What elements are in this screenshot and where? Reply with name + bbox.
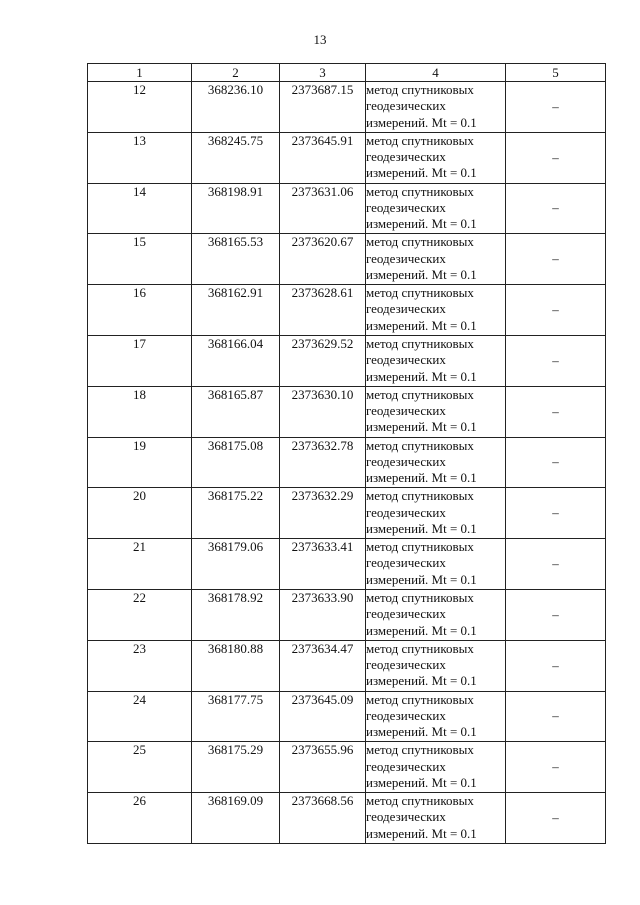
table-row — [88, 640, 606, 691]
y-coordinate-cell: 2373645.09 — [280, 691, 366, 742]
x-coordinate-cell: 368166.04 — [192, 335, 280, 386]
table-row — [88, 437, 606, 488]
method-cell — [366, 386, 506, 437]
method-line-1: метод спутниковых — [366, 82, 474, 97]
method-cell — [366, 793, 506, 844]
x-coordinate-cell: 368178.92 — [192, 589, 280, 640]
method-line-2: геодезических — [366, 707, 446, 723]
note-cell: – — [506, 488, 606, 539]
note-cell: – — [506, 285, 606, 336]
method-line-1: метод спутниковых — [366, 386, 474, 402]
point-number-cell: 15 — [88, 234, 192, 285]
page-number: 13 — [313, 32, 327, 47]
method-line-2: геодезических — [366, 758, 446, 774]
point-number-cell: 20 — [88, 488, 192, 539]
method-line-1: метод спутниковых — [366, 742, 474, 758]
method-line-1: метод спутниковых — [366, 285, 474, 301]
note-cell: – — [506, 691, 606, 742]
table-row — [88, 234, 606, 285]
y-coordinate-cell: 2373687.15 — [280, 82, 366, 133]
method-line-2: геодезических — [366, 504, 446, 520]
method-line-2: геодезических — [366, 199, 446, 215]
x-coordinate-cell: 368175.08 — [192, 437, 280, 488]
note-cell: – — [506, 539, 606, 590]
method-line-2: геодезических — [366, 250, 446, 266]
method-line-1: метод спутниковых — [366, 691, 474, 707]
method-line-2: геодезических — [366, 809, 446, 825]
column-header-4: 4 — [366, 64, 506, 82]
method-line-3: измерений. Mt = 0.1 — [366, 317, 477, 333]
method-cell — [366, 183, 506, 234]
point-number-cell: 16 — [88, 285, 192, 336]
x-coordinate-cell: 368175.29 — [192, 742, 280, 793]
y-coordinate-cell: 2373629.52 — [280, 335, 366, 386]
method-line-3: измерений. Mt = 0.1 — [366, 622, 477, 638]
method-line-3: измерений. Mt = 0.1 — [366, 571, 477, 587]
method-line-1: метод спутниковых — [366, 335, 474, 351]
method-line-1: метод спутниковых — [366, 183, 474, 199]
method-line-1: метод спутниковых — [366, 589, 474, 605]
point-number-cell: 24 — [88, 691, 192, 742]
column-header-1: 1 — [88, 64, 192, 82]
point-number-cell: 26 — [88, 793, 192, 844]
table-row — [88, 183, 606, 234]
x-coordinate-cell: 368180.88 — [192, 640, 280, 691]
table-row — [88, 132, 606, 183]
method-cell — [366, 691, 506, 742]
method-line-2: геодезических — [366, 149, 446, 165]
note-cell: – — [506, 183, 606, 234]
method-line-1: метод спутниковых — [366, 793, 474, 809]
method-line-3: измерений. Mt = 0.1 — [366, 825, 477, 841]
note-cell: – — [506, 589, 606, 640]
note-cell: – — [506, 386, 606, 437]
method-line-1: метод спутниковых — [366, 539, 474, 555]
method-cell — [366, 82, 506, 133]
method-line-1: метод спутниковых — [366, 488, 474, 504]
note-cell: – — [506, 82, 606, 133]
note-cell: – — [506, 132, 606, 183]
y-coordinate-cell: 2373631.06 — [280, 183, 366, 234]
note-cell: – — [506, 640, 606, 691]
point-number-cell: 18 — [88, 386, 192, 437]
method-line-3: измерений. Mt = 0.1 — [366, 724, 477, 740]
method-line-2: геодезических — [366, 403, 446, 419]
y-coordinate-cell: 2373634.47 — [280, 640, 366, 691]
method-cell — [366, 589, 506, 640]
method-cell — [366, 488, 506, 539]
table-row — [88, 742, 606, 793]
note-cell: – — [506, 234, 606, 285]
method-line-2: геодезических — [366, 555, 446, 571]
x-coordinate-cell: 368179.06 — [192, 539, 280, 590]
note-cell: – — [506, 742, 606, 793]
y-coordinate-cell: 2373645.91 — [280, 132, 366, 183]
column-header-3: 3 — [280, 64, 366, 82]
method-line-1: метод спутниковых — [366, 234, 474, 250]
table-row — [88, 691, 606, 742]
method-line-1: метод спутниковых — [366, 640, 474, 656]
point-number-cell: 13 — [88, 132, 192, 183]
method-line-2: геодезических — [366, 453, 446, 469]
method-line-3: измерений. Mt = 0.1 — [366, 165, 477, 181]
y-coordinate-cell: 2373628.61 — [280, 285, 366, 336]
y-coordinate-cell: 2373633.41 — [280, 539, 366, 590]
point-number-cell: 25 — [88, 742, 192, 793]
y-coordinate-cell: 2373630.10 — [280, 386, 366, 437]
method-cell — [366, 539, 506, 590]
point-number-cell: 23 — [88, 640, 192, 691]
x-coordinate-cell: 368169.09 — [192, 793, 280, 844]
x-coordinate-cell: 368162.91 — [192, 285, 280, 336]
method-cell — [366, 437, 506, 488]
table-row — [88, 386, 606, 437]
table-row — [88, 82, 606, 133]
note-cell: – — [506, 437, 606, 488]
method-line-3: измерений. Mt = 0.1 — [366, 520, 477, 536]
method-line-3: измерений. Mt = 0.1 — [366, 774, 477, 790]
method-line-3: измерений. Mt = 0.1 — [366, 114, 477, 130]
method-line-3: измерений. Mt = 0.1 — [366, 673, 477, 689]
method-cell — [366, 335, 506, 386]
table-body — [88, 82, 606, 844]
table-row — [88, 793, 606, 844]
method-line-3: измерений. Mt = 0.1 — [366, 470, 477, 486]
table-row — [88, 335, 606, 386]
column-header-2: 2 — [192, 64, 280, 82]
x-coordinate-cell: 368198.91 — [192, 183, 280, 234]
method-line-2: геодезических — [366, 301, 446, 317]
x-coordinate-cell: 368236.10 — [192, 82, 280, 133]
table-row — [88, 589, 606, 640]
table-row — [88, 539, 606, 590]
point-number-cell: 17 — [88, 335, 192, 386]
column-header-5: 5 — [506, 64, 606, 82]
method-cell — [366, 640, 506, 691]
y-coordinate-cell: 2373655.96 — [280, 742, 366, 793]
method-cell — [366, 285, 506, 336]
point-number-cell: 14 — [88, 183, 192, 234]
y-coordinate-cell: 2373668.56 — [280, 793, 366, 844]
x-coordinate-cell: 368165.87 — [192, 386, 280, 437]
method-line-2: геодезических — [366, 606, 446, 622]
point-number-cell: 12 — [88, 82, 192, 133]
x-coordinate-cell: 368175.22 — [192, 488, 280, 539]
x-coordinate-cell: 368165.53 — [192, 234, 280, 285]
y-coordinate-cell: 2373632.29 — [280, 488, 366, 539]
x-coordinate-cell: 368177.75 — [192, 691, 280, 742]
method-cell — [366, 234, 506, 285]
method-line-2: геодезических — [366, 352, 446, 368]
table-row — [88, 285, 606, 336]
note-cell: – — [506, 335, 606, 386]
coordinates-table — [87, 63, 606, 844]
point-number-cell: 19 — [88, 437, 192, 488]
method-cell — [366, 742, 506, 793]
y-coordinate-cell: 2373632.78 — [280, 437, 366, 488]
method-line-2: геодезических — [366, 657, 446, 673]
method-line-1: метод спутниковых — [366, 437, 474, 453]
method-line-3: измерений. Mt = 0.1 — [366, 216, 477, 232]
method-line-3: измерений. Mt = 0.1 — [366, 368, 477, 384]
point-number-cell: 22 — [88, 589, 192, 640]
method-cell — [366, 132, 506, 183]
x-coordinate-cell: 368245.75 — [192, 132, 280, 183]
method-line-3: измерений. Mt = 0.1 — [366, 419, 477, 435]
method-line-1: метод спутниковых — [366, 132, 474, 148]
point-number-cell: 21 — [88, 539, 192, 590]
method-line-3: измерений. Mt = 0.1 — [366, 266, 477, 282]
note-cell: – — [506, 793, 606, 844]
y-coordinate-cell: 2373620.67 — [280, 234, 366, 285]
y-coordinate-cell: 2373633.90 — [280, 589, 366, 640]
table-row — [88, 488, 606, 539]
method-line-2: геодезических — [366, 98, 446, 114]
table-header-row — [88, 64, 606, 82]
